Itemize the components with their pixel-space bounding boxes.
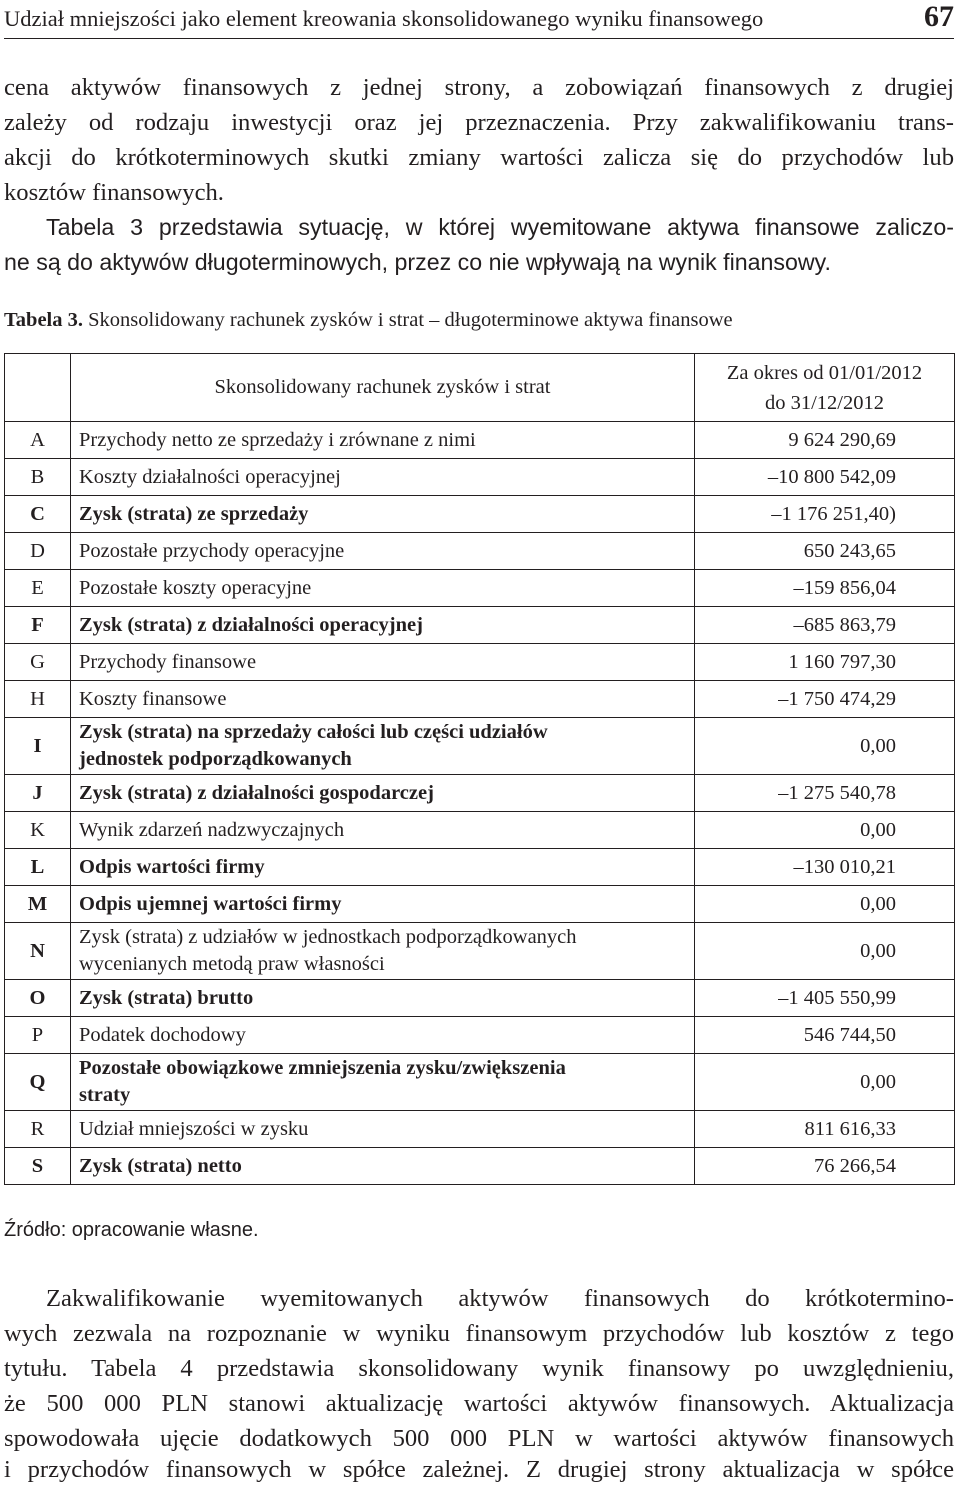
row-code: J	[5, 775, 71, 812]
row-description-line: Zysk (strata) z udziałów w jednostkach podporządkowanych	[79, 926, 577, 948]
row-value: 0,00	[695, 886, 955, 923]
text-line: że 500 000 PLN stanowi aktualizację wartości aktywów finansowych. Aktualizacja	[4, 1390, 954, 1417]
row-description: Odpis wartości firmy	[71, 849, 695, 886]
header-period-line: do 31/12/2012	[764, 391, 885, 414]
row-value: –685 863,79	[695, 607, 955, 644]
table-header-row	[5, 354, 955, 422]
row-value: 1 160 797,30	[695, 644, 955, 681]
table-caption-label: Tabela 3.	[4, 309, 83, 331]
row-code: H	[5, 681, 71, 718]
row-value: –10 800 542,09	[695, 459, 955, 496]
row-code: Q	[5, 1054, 71, 1111]
text-line: ne są do aktywów długoterminowych, przez co nie wpływają na wynik finansowy.	[4, 249, 831, 275]
table-source-note: Źródło: opracowanie własne.	[4, 1219, 259, 1241]
row-value: 0,00	[695, 718, 955, 775]
row-value: 0,00	[695, 923, 955, 980]
row-description	[71, 923, 695, 980]
row-description-line: jednostek podporządkowanych	[79, 748, 352, 770]
table-row	[5, 923, 955, 980]
header-description: Skonsolidowany rachunek zysków i strat	[71, 354, 695, 422]
row-description: Zysk (strata) ze sprzedaży	[71, 496, 695, 533]
table-row	[5, 849, 955, 886]
text-line: spowodowała ujęcie dodatkowych 500 000 PLN w wartości aktywów finansowych	[4, 1425, 954, 1452]
row-code: F	[5, 607, 71, 644]
text-line: Zakwalifikowanie wyemitowanych aktywów finansowych do krótkotermino-	[46, 1285, 954, 1312]
row-description: Koszty działalności operacyjnej	[71, 459, 695, 496]
table-row	[5, 644, 955, 681]
table-row	[5, 1111, 955, 1148]
row-value: 0,00	[695, 812, 955, 849]
row-description: Wynik zdarzeń nadzwyczajnych	[71, 812, 695, 849]
text-line: wych zezwala na rozpoznanie w wyniku finansowym przychodów lub kosztów z tego	[4, 1320, 954, 1347]
row-value: –1 176 251,40)	[695, 496, 955, 533]
row-description: Pozostałe koszty operacyjne	[71, 570, 695, 607]
text-line: tytułu. Tabela 4 przedstawia skonsolidowany wynik finansowy po uwzględnieniu,	[4, 1355, 954, 1382]
row-code: E	[5, 570, 71, 607]
row-description: Koszty finansowe	[71, 681, 695, 718]
table-row	[5, 1054, 955, 1111]
row-value: 546 744,50	[695, 1017, 955, 1054]
row-code: M	[5, 886, 71, 923]
table-row	[5, 886, 955, 923]
text-line: akcji do krótkoterminowych skutki zmiany wartości zalicza się do przychodów lub	[4, 144, 954, 171]
table-row	[5, 607, 955, 644]
row-value: 650 243,65	[695, 533, 955, 570]
table-row	[5, 496, 955, 533]
row-code: L	[5, 849, 71, 886]
table-row	[5, 681, 955, 718]
row-code: S	[5, 1148, 71, 1185]
table-row	[5, 1148, 955, 1185]
table-caption-text: Skonsolidowany rachunek zysków i strat – długoterminowe aktywa finansowe	[88, 309, 733, 331]
row-description	[71, 718, 695, 775]
row-description: Przychody finansowe	[71, 644, 695, 681]
table-row	[5, 570, 955, 607]
row-description: Podatek dochodowy	[71, 1017, 695, 1054]
row-value: –1 405 550,99	[695, 980, 955, 1017]
page-number: 67	[924, 0, 954, 33]
row-description-line: straty	[79, 1084, 131, 1106]
row-code: D	[5, 533, 71, 570]
row-description: Odpis ujemnej wartości firmy	[71, 886, 695, 923]
header-period	[695, 354, 955, 422]
row-description	[71, 1054, 695, 1111]
row-value: 0,00	[695, 1054, 955, 1111]
income-statement-table	[4, 353, 955, 1185]
row-value: –1 275 540,78	[695, 775, 955, 812]
row-code: A	[5, 422, 71, 459]
table-row	[5, 812, 955, 849]
text-line: zależy od rodzaju inwestycji oraz jej przeznaczenia. Przy zakwalifikowaniu trans-	[4, 109, 954, 136]
table-row	[5, 980, 955, 1017]
table-row	[5, 459, 955, 496]
row-code: N	[5, 923, 71, 980]
row-description: Zysk (strata) brutto	[71, 980, 695, 1017]
table-row	[5, 422, 955, 459]
row-value: 811 616,33	[695, 1111, 955, 1148]
row-code: G	[5, 644, 71, 681]
text-line: kosztów finansowych.	[4, 179, 224, 206]
running-header	[4, 0, 954, 39]
row-description: Przychody netto ze sprzedaży i zrównane z nimi	[71, 422, 695, 459]
table-row	[5, 1017, 955, 1054]
table-row	[5, 718, 955, 775]
row-value: –159 856,04	[695, 570, 955, 607]
row-description-line: Pozostałe obowiązkowe zmniejszenia zysku/zwiększenia	[79, 1057, 566, 1079]
row-value: 76 266,54	[695, 1148, 955, 1185]
row-code: P	[5, 1017, 71, 1054]
text-line: cena aktywów finansowych z jednej strony, a zobowiązań finansowych z drugiej	[4, 74, 954, 101]
row-description: Udział mniejszości w zysku	[71, 1111, 695, 1148]
text-line: Tabela 3 przedstawia sytuację, w której wyemitowane aktywa finansowe zaliczo-	[46, 214, 954, 240]
running-title: Udział mniejszości jako element kreowania skonsolidowanego wyniku finansowego	[4, 6, 764, 31]
row-code: O	[5, 980, 71, 1017]
header-code-cell	[5, 354, 71, 422]
row-description-line: Zysk (strata) na sprzedaży całości lub części udziałów	[79, 721, 548, 743]
row-value: –130 010,21	[695, 849, 955, 886]
row-description: Zysk (strata) z działalności gospodarczej	[71, 775, 695, 812]
row-code: B	[5, 459, 71, 496]
row-description-line: wycenianych metodą praw własności	[79, 953, 385, 975]
row-code: K	[5, 812, 71, 849]
table-row	[5, 533, 955, 570]
header-period-line: Za okres od 01/01/2012	[726, 361, 923, 384]
row-value: 9 624 290,69	[695, 422, 955, 459]
row-code: C	[5, 496, 71, 533]
text-line: i przychodów finansowych w spółce zależnej. Z drugiej strony aktualizacja w spółce	[4, 1456, 954, 1483]
row-description: Zysk (strata) netto	[71, 1148, 695, 1185]
row-description: Zysk (strata) z działalności operacyjnej	[71, 607, 695, 644]
row-description: Pozostałe przychody operacyjne	[71, 533, 695, 570]
table-caption	[4, 309, 733, 332]
row-code: I	[5, 718, 71, 775]
table-row	[5, 775, 955, 812]
row-code: R	[5, 1111, 71, 1148]
row-value: –1 750 474,29	[695, 681, 955, 718]
